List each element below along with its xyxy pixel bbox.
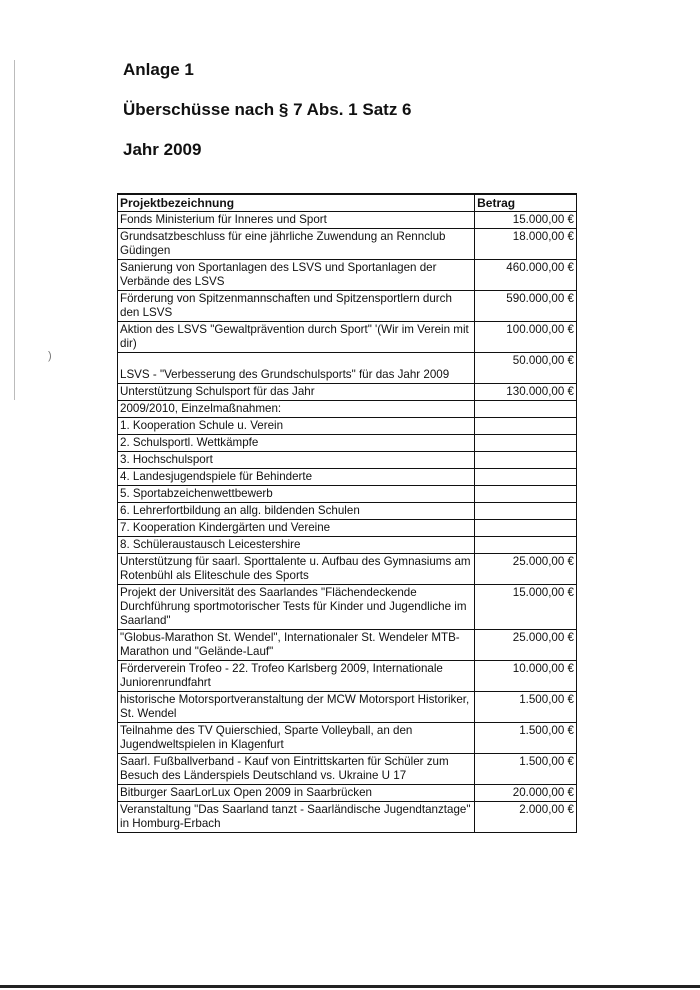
project-cell: Unterstützung für saarl. Sporttalente u. Aufbau des Gymnasiums am Rotenbühl als Eliteschule des Sports: [118, 554, 475, 585]
project-cell: Fonds Ministerium für Inneres und Sport: [118, 212, 475, 229]
amount-column-header: Betrag: [475, 194, 577, 212]
school-sport-row: [118, 452, 577, 469]
table-row: [118, 785, 577, 802]
amount-cell: 20.000,00 €: [475, 785, 577, 802]
school-sport-line: 6. Lehrerfortbildung an allg. bildenden Schulen: [118, 503, 475, 520]
table-row: [118, 723, 577, 754]
amount-cell: 590.000,00 €: [475, 291, 577, 322]
school-sport-line: 1. Kooperation Schule u. Verein: [118, 418, 475, 435]
project-column-header: Projektbezeichnung: [118, 194, 475, 212]
project-cell: Förderverein Trofeo - 22. Trofeo Karlsberg 2009, Internationale Juniorenrundfahrt: [118, 661, 475, 692]
scan-bottom-edge: [0, 985, 700, 988]
amount-cell: 50.000,00 €: [475, 353, 577, 384]
amount-cell: 1.500,00 €: [475, 723, 577, 754]
table-row: [118, 554, 577, 585]
school-sport-row: [118, 520, 577, 537]
subject-heading: Überschüsse nach § 7 Abs. 1 Satz 6: [123, 100, 412, 119]
school-sport-line: 7. Kooperation Kindergärten und Vereine: [118, 520, 475, 537]
amount-cell: 10.000,00 €: [475, 661, 577, 692]
amount-cell: 25.000,00 €: [475, 554, 577, 585]
amount-cell: 2.000,00 €: [475, 802, 577, 833]
school-sport-line: Unterstützung Schulsport für das Jahr: [118, 384, 475, 401]
amount-cell: 15.000,00 €: [475, 585, 577, 630]
year-heading: Jahr 2009: [123, 140, 202, 159]
table-row: [118, 754, 577, 785]
project-text: LSVS - "Verbesserung des Grundschulsports" für das Jahr 2009: [120, 368, 450, 381]
school-sport-line: 5. Sportabzeichenwettbewerb: [118, 486, 475, 503]
table-row: [118, 322, 577, 353]
amount-cell: 130.000,00 €: [475, 384, 577, 401]
table-row: [118, 260, 577, 291]
scan-margin-line: [14, 60, 15, 400]
annex-heading: Anlage 1: [123, 60, 194, 79]
amount-cell: 1.500,00 €: [475, 754, 577, 785]
project-cell: Veranstaltung "Das Saarland tanzt - Saarländische Jugendtanztage" in Homburg-Erbach: [118, 802, 475, 833]
school-sport-row: [118, 469, 577, 486]
school-sport-row: [118, 401, 577, 418]
school-sport-row: [118, 486, 577, 503]
school-sport-row: [118, 384, 577, 401]
table-row: [118, 630, 577, 661]
table-row: [118, 692, 577, 723]
project-cell: Aktion des LSVS "Gewaltprävention durch Sport" '(Wir im Verein mit dir): [118, 322, 475, 353]
school-sport-line: 8. Schüleraustausch Leicestershire: [118, 537, 475, 554]
school-sport-row: [118, 435, 577, 452]
project-cell: "Globus-Marathon St. Wendel", Internationaler St. Wendeler MTB-Marathon und "Gelände-Lauf": [118, 630, 475, 661]
project-cell: Sanierung von Sportanlagen des LSVS und Sportanlagen der Verbände des LSVS: [118, 260, 475, 291]
school-sport-row: [118, 418, 577, 435]
amount-cell: 25.000,00 €: [475, 630, 577, 661]
school-sport-row: [118, 503, 577, 520]
amount-cell: 460.000,00 €: [475, 260, 577, 291]
table-row: [118, 353, 577, 384]
table-row: [118, 212, 577, 229]
amount-cell: 15.000,00 €: [475, 212, 577, 229]
school-sport-line: 3. Hochschulsport: [118, 452, 475, 469]
school-sport-line: 4. Landesjugendspiele für Behinderte: [118, 469, 475, 486]
school-sport-line: 2. Schulsportl. Wettkämpfe: [118, 435, 475, 452]
project-cell: Förderung von Spitzenmannschaften und Spitzensportlern durch den LSVS: [118, 291, 475, 322]
amount-cell: 1.500,00 €: [475, 692, 577, 723]
table-row: [118, 802, 577, 833]
table-row: [118, 585, 577, 630]
table-row: [118, 661, 577, 692]
amount-cell: 100.000,00 €: [475, 322, 577, 353]
table-row: [118, 291, 577, 322]
project-cell: Saarl. Fußballverband - Kauf von Eintrittskarten für Schüler zum Besuch des Länderspiels Deutschland vs. Ukraine U 17: [118, 754, 475, 785]
school-sport-row: [118, 537, 577, 554]
project-cell: Bitburger SaarLorLux Open 2009 in Saarbrücken: [118, 785, 475, 802]
amount-cell: 18.000,00 €: [475, 229, 577, 260]
project-cell: historische Motorsportveranstaltung der MCW Motorsport Historiker, St. Wendel: [118, 692, 475, 723]
funding-table: [117, 193, 577, 833]
scan-margin-mark: ): [48, 350, 52, 362]
project-cell: Grundsatzbeschluss für eine jährliche Zuwendung an Rennclub Güdingen: [118, 229, 475, 260]
project-cell: [118, 353, 475, 384]
school-sport-line: 2009/2010, Einzelmaßnahmen:: [118, 401, 475, 418]
table-row: [118, 229, 577, 260]
project-cell: Projekt der Universität des Saarlandes "Flächendeckende Durchführung sportmotorischer Tests für Kinder und Jugendliche im Saarland": [118, 585, 475, 630]
project-cell: Teilnahme des TV Quierschied, Sparte Volleyball, an den Jugendweltspielen in Klagenfurt: [118, 723, 475, 754]
table-header-row: [118, 194, 577, 212]
